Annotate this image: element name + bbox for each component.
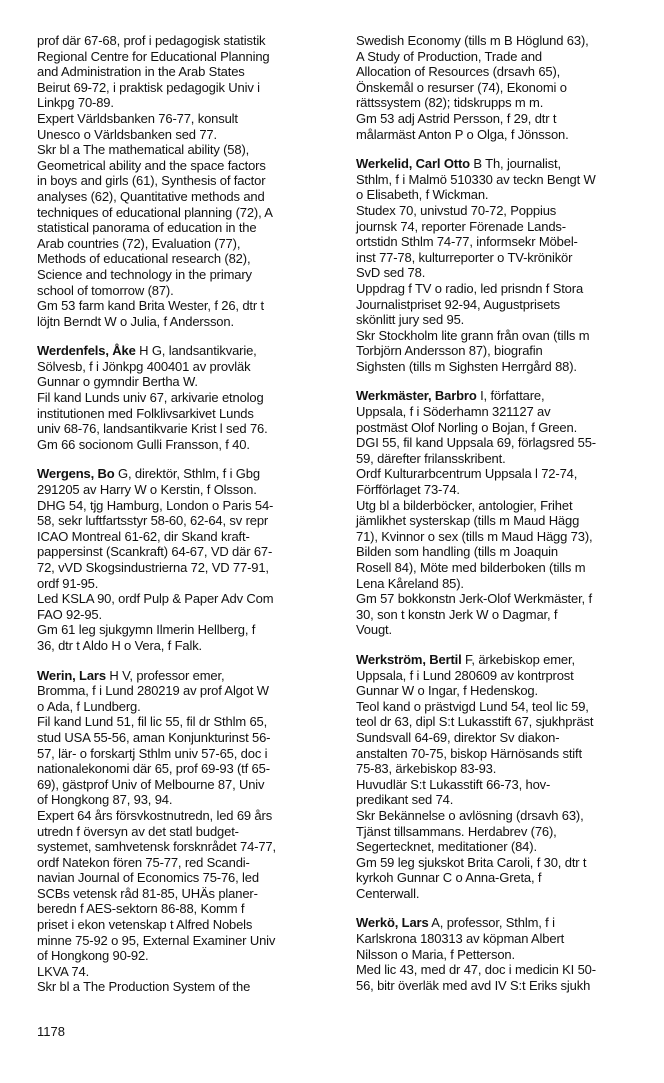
entry-line: beredn f AES-sektorn 86-88, Komm f — [37, 901, 245, 917]
entry-line: 36, dtr t Aldo H o Vera, f Falk. — [37, 637, 203, 653]
entry-line: Nilsson o Maria, f Petterson. — [356, 946, 515, 962]
entry-line: Förfförlaget 73-74. — [356, 482, 460, 498]
entry-line: journsk 74, reporter Förenade Lands- — [356, 218, 566, 234]
entry-line: DGI 55, fil kand Uppsala 69, förlagsred 55- — [356, 435, 596, 451]
entry-line: Allocation of Resources (drsavh 65), — [356, 64, 561, 80]
entry-line: Regional Centre for Educational Planning — [37, 48, 270, 64]
entry-line: o Ada, f Lundberg. — [37, 698, 141, 714]
entry-line: Journalistpriset 92-94, Augustprisets — [356, 296, 561, 312]
entry-line — [356, 388, 656, 404]
entry-line: Teol kand o prästvigd Lund 54, teol lic 59, — [356, 698, 589, 714]
entry-line: Studex 70, univstud 70-72, Poppius — [356, 202, 557, 218]
biography-continuation — [356, 33, 656, 142]
entry-line: stud USA 55-56, aman Konjunkturinst 56- — [37, 729, 271, 745]
entry-line: prof där 67-68, prof i pedagogisk statistik — [37, 33, 266, 48]
entry-line — [356, 652, 656, 668]
entry-line — [37, 668, 337, 684]
entry-line: utredn f översyn av det statl budget- — [37, 823, 239, 839]
entry-line: SvD sed 78. — [356, 265, 426, 281]
entry-line: Bilden som handling (tills m Joaquin — [356, 544, 558, 560]
entry-line: Expert Världsbanken 76-77, konsult — [37, 110, 238, 126]
entry-text: H V, professor emer, — [105, 667, 225, 683]
entry-line: Unesco o Världsbanken sed 77. — [37, 126, 217, 142]
entry-line: in boys and girls (61), Synthesis of factor — [37, 173, 266, 189]
entry-text: F, ärkebiskop emer, — [461, 651, 575, 667]
entry-line: teol dr 63, dipl S:t Lukasstift 67, sjukhpräst — [356, 714, 594, 730]
entry-line: school of tomorrow (87). — [37, 282, 174, 298]
biography-entry — [356, 388, 656, 638]
biography-entry — [37, 466, 337, 653]
entry-line: Uppdrag f TV o radio, led prisndn f Stora — [356, 280, 584, 296]
entry-line: ordf Natekon fören 75-77, red Scandi- — [37, 854, 250, 870]
entry-line: Skr Bekännelse o avlösning (drsavh 63), — [356, 807, 584, 823]
entry-line: Sölvesb, f i Jönkpg 400401 av provläk — [37, 358, 251, 374]
entry-line: Gm 59 leg sjukskot Brita Caroli, f 30, dtr t — [356, 854, 587, 870]
entry-text: G, direktör, Sthlm, f i Gbg — [114, 466, 260, 482]
entry-line: Ordf Kulturarbcentrum Uppsala l 72-74, — [356, 466, 578, 482]
entry-line: 58, sekr luftfartsstyr 58-60, 62-64, sv repr — [37, 513, 269, 529]
entry-line: Segertecknet, meditationer (84). — [356, 839, 537, 855]
entry-line: Rosell 84), Möte med bilderboken (tills m — [356, 560, 586, 575]
entry-line: Bromma, f i Lund 280219 av prof Algot W — [37, 683, 269, 699]
entry-line: Huvudlär S:t Lukasstift 66-73, hov- — [356, 776, 551, 792]
biography-entry — [356, 156, 656, 374]
entry-line: 72, vVD Skogsindustrierna 72, VD 77-91, — [37, 560, 269, 575]
entry-line: 291205 av Harry W o Kerstin, f Olsson. — [37, 482, 257, 498]
entry-line: Gm 53 farm kand Brita Wester, f 26, dtr t — [37, 298, 264, 314]
biography-entry — [37, 343, 337, 452]
entry-line: Gm 57 bokkonstn Jerk-Olof Werkmäster, f — [356, 591, 592, 607]
entry-line: systemet, samhvetensk forsknrådet 74-77, — [37, 839, 276, 855]
entry-line: målarmäst Anton P o Olga, f Jönsson. — [356, 126, 569, 142]
entry-line: minne 75-92 o 95, External Examiner Univ — [37, 932, 276, 948]
entry-line: Utg bl a bilderböcker, antologier, Frihet — [356, 497, 573, 513]
entry-line: jämlikhet systerskap (tills m Maud Hägg — [356, 513, 580, 529]
biography-entry — [37, 668, 337, 995]
entry-line: and Administration in the Arab States — [37, 64, 245, 80]
entry-line: postmäst Olof Norling o Bojan, f Green. — [356, 419, 578, 435]
entry-line: Vougt. — [356, 622, 392, 638]
entry-line: Uppsala, f i Lund 280609 av kontrprost — [356, 667, 574, 683]
biography-entry — [356, 915, 656, 993]
entry-line: pappersinst (Scankraft) 64-67, VD där 67- — [37, 544, 273, 560]
entry-line: Önskemål o resurser (74), Ekonomi o — [356, 79, 567, 95]
entry-line: Skr Stockholm lite grann från ovan (tills m — [356, 327, 590, 343]
person-name: Werkö, Lars — [356, 915, 429, 931]
entry-line: Gm 66 socionom Gulli Fransson, f 40. — [37, 436, 250, 452]
entry-line: analyses (62), Quantitative methods and — [37, 188, 265, 204]
entry-line: 57, lär- o forskartj Sthlm univ 57-65, doc i — [37, 745, 268, 761]
biography-continuation — [37, 33, 337, 329]
entry-line: institutionen med Folklivsarkivet Lunds — [37, 405, 254, 421]
person-name: Werkelid, Carl Otto — [356, 156, 470, 172]
biography-entry — [356, 652, 656, 902]
entry-line: FAO 92-95. — [37, 606, 102, 622]
entry-line: inst 77-78, kulturreporter o TV-krönikör — [356, 249, 573, 265]
entry-line: Skr bl a The Production System of the — [37, 979, 251, 995]
entry-text: A, professor, Sthlm, f i — [428, 915, 555, 931]
entry-line: ortstidn Sthlm 74-77, informsekr Möbel- — [356, 234, 578, 250]
entry-line: Fil kand Lunds univ 67, arkivarie etnolog — [37, 390, 264, 406]
person-name: Werin, Lars — [37, 667, 106, 683]
entry-line: Geometrical ability and the space factors — [37, 157, 266, 173]
entry-line: Sthlm, f i Malmö 510330 av teckn Bengt W — [356, 171, 596, 187]
entry-line: of Hongkong 90-92. — [37, 948, 149, 964]
entry-line: 75-83, ärkebiskop 83-93. — [356, 761, 497, 777]
entry-line: anstalten 70-75, biskop Härnösands stift — [356, 745, 582, 761]
entry-line: skönlitt jury sed 95. — [356, 312, 465, 328]
entry-line: A Study of Production, Trade and — [356, 48, 542, 64]
entry-line: 59, därefter frilansskribent. — [356, 450, 506, 466]
entry-line: Med lic 43, med dr 47, doc i medicin KI 50- — [356, 962, 596, 978]
entry-line: Centerwall. — [356, 885, 420, 901]
entry-line: Gunnar o gymndir Bertha W. — [37, 374, 198, 390]
entry-line: Gm 53 adj Astrid Persson, f 29, dtr t — [356, 110, 557, 126]
entry-line: Led KSLA 90, ordf Pulp & Paper Adv Com — [37, 591, 274, 607]
entry-line: univ 68-76, landsantikvarie Krist l sed 76. — [37, 421, 268, 437]
left-column — [37, 33, 337, 1009]
entry-line: Linkpg 70-89. — [37, 95, 114, 111]
entry-line: ordf 91-95. — [37, 575, 99, 591]
entry-line: Sighsten (tills m Sighsten Herrgård 88). — [356, 358, 577, 374]
entry-line — [356, 156, 656, 172]
entry-line: Torbjörn Andersson 87), biografin — [356, 343, 543, 359]
person-name: Werdenfels, Åke — [37, 343, 136, 359]
entry-line: Uppsala, f i Söderhamn 321127 av — [356, 404, 551, 420]
entry-line: Swedish Economy (tills m B Höglund 63), — [356, 33, 589, 48]
entry-line: kyrkoh Gunnar C o Anna-Greta, f — [356, 870, 542, 886]
entry-line: predikant sed 74. — [356, 792, 454, 808]
entry-line: Sundsvall 64-69, direktor Sv diakon- — [356, 729, 560, 745]
entry-line: Lena Kåreland 85). — [356, 575, 464, 591]
entry-line: 56, bitr överläk med avd IV S:t Eriks sjukh — [356, 977, 591, 993]
entry-line: Tjänst tillsammans. Herdabrev (76), — [356, 823, 557, 839]
entry-line: SCBs vetensk råd 81-85, UHÄs planer- — [37, 885, 258, 901]
entry-line: DHG 54, tjg Hamburg, London o Paris 54- — [37, 497, 274, 513]
page-number: 1178 — [37, 1024, 65, 1039]
entry-line: of Hongkong 87, 93, 94. — [37, 792, 173, 808]
entry-line: Gm 61 leg sjukgymn Ilmerin Hellberg, f — [37, 622, 256, 638]
entry-line: Gunnar W o Ingar, f Hedenskog. — [356, 683, 538, 699]
entry-line: techniques of educational planning (72), A — [37, 204, 273, 220]
entry-line: löjtn Berndt W o Julia, f Andersson. — [37, 313, 234, 329]
entry-line: Beirut 69-72, i praktisk pedagogik Univ i — [37, 79, 260, 95]
entry-line: o Elisabeth, f Wickman. — [356, 187, 489, 203]
entry-line: ICAO Montreal 61-62, dir Skand kraft- — [37, 528, 250, 544]
entry-line — [37, 343, 337, 359]
entry-line: navian Journal of Economics 75-76, led — [37, 870, 259, 886]
entry-text: H G, landsantikvarie, — [135, 343, 257, 359]
entry-line: 69), gästprof Univ of Melbourne 87, Univ — [37, 776, 265, 792]
entry-line — [356, 915, 656, 931]
entry-line — [37, 466, 337, 482]
entry-line: Arab countries (72), Evaluation (77), — [37, 235, 241, 251]
entry-line: LKVA 74. — [37, 963, 90, 979]
entry-text: I, författare, — [476, 388, 545, 404]
person-name: Wergens, Bo — [37, 466, 115, 482]
entry-line: Skr bl a The mathematical ability (58), — [37, 142, 250, 158]
entry-line: statistical panorama of education in the — [37, 220, 257, 236]
entry-text: B Th, journalist, — [469, 156, 561, 172]
entry-line: priset i ekon vetenskap t Alfred Nobels — [37, 917, 253, 933]
entry-line: nationalekonomi där 65, prof 69-93 (tf 65- — [37, 761, 270, 777]
entry-line: 71), Kvinnor o sex (tills m Maud Hägg 73), — [356, 528, 593, 544]
entry-line: Fil kand Lund 51, fil lic 55, fil dr Sthlm 65, — [37, 714, 268, 730]
entry-line: Methods of educational research (82), — [37, 251, 251, 267]
entry-line: rättssystem (82); tidskrupps m m. — [356, 95, 544, 111]
entry-line: 30, son t konstn Jerk W o Dagmar, f — [356, 606, 558, 622]
right-column — [356, 33, 656, 1007]
entry-line: Science and technology in the primary — [37, 266, 252, 282]
entry-line: Karlskrona 180313 av köpman Albert — [356, 931, 565, 947]
entry-line: Expert 64 års försvkostnutredn, led 69 års — [37, 807, 273, 823]
person-name: Werkström, Bertil — [356, 651, 462, 667]
person-name: Werkmäster, Barbro — [356, 388, 477, 404]
